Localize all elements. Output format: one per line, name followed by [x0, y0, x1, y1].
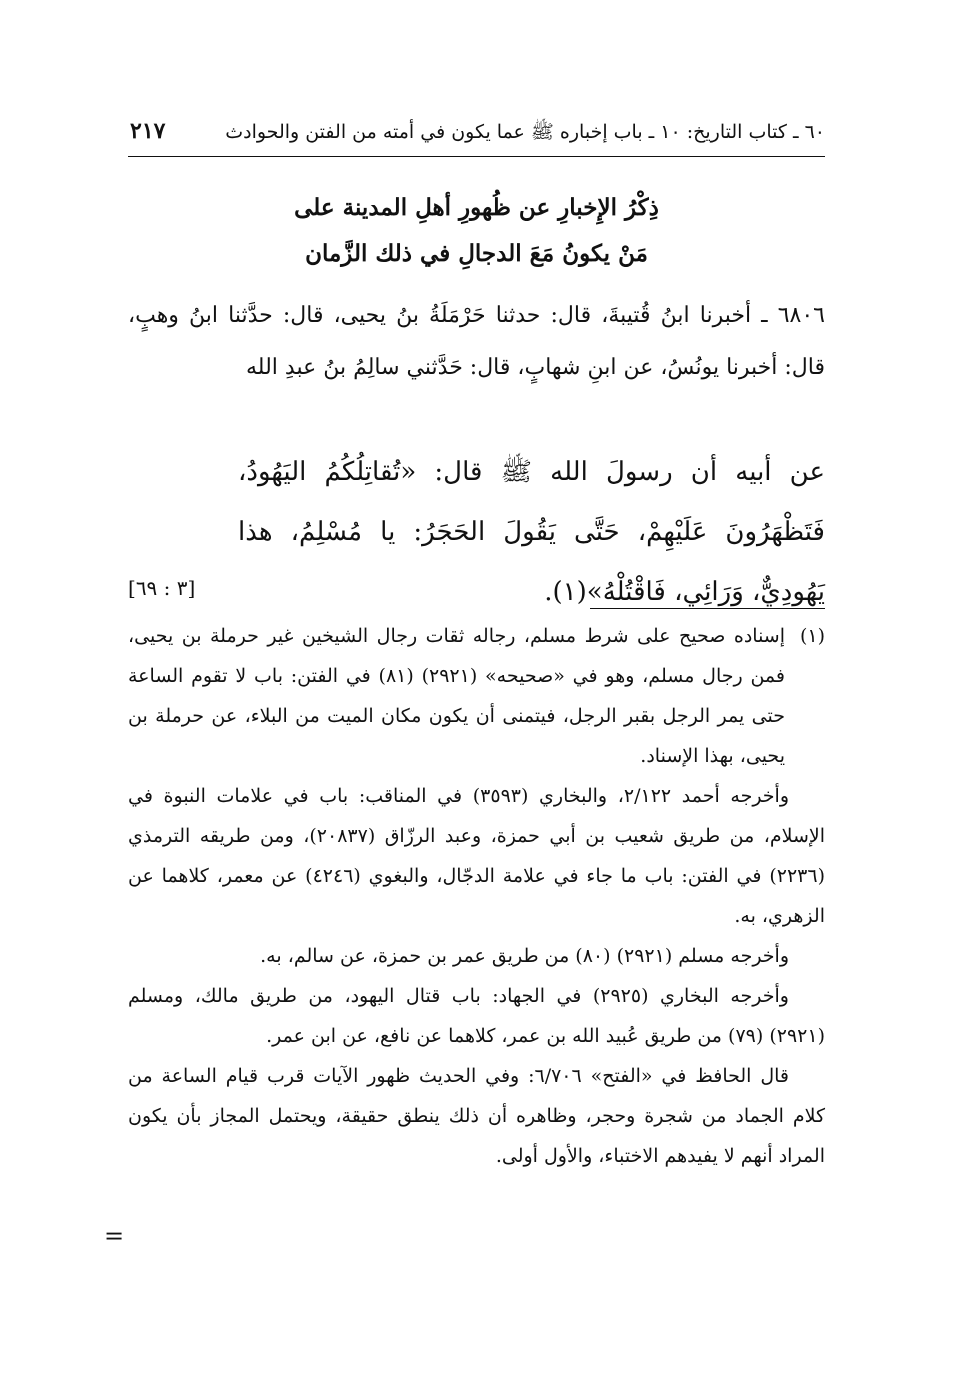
footnotes — [128, 616, 825, 1176]
hadith-matn: عن أبيه أن رسولَ الله ﷺ قال: «تُقاتِلُكُمُ اليَهُودُ، فَتَظْهَرُونَ عَلَيْهِمْ، حَتَّى يَقُولَ الحَجَرُ: يا مُسْلِمُ، هذا يَهُودِيٌّ، وَرَائِي، فَاقْتُلْهُ»(١). — [238, 457, 825, 607]
footnote-divider — [590, 608, 825, 609]
footnote-1 — [128, 616, 825, 776]
footnote-text: إسناده صحيح على شرط مسلم، رجاله ثقات رجال الشيخين غير حرملة بن يحيى، فمن رجال مسلم، وهو في «صحيحه» (٢٩٢١) (٨١) في الفتن: باب لا تقوم الساعة حتى يمر الرجل بقبر الرجل، فيتمنى أن يكون مكان الميت من البلاء، عن حرملة بن يحيى، بهذا الإسناد. — [128, 625, 785, 767]
running-head-title: ٦٠ ـ كتاب التاريخ: ١٠ ـ باب إخباره ﷺ عما يكون في أمته من الفتن والحوادث — [225, 121, 825, 143]
page-number: ٢١٧ — [130, 118, 166, 144]
hadith-reference: [٣ : ٦٩] — [128, 576, 196, 600]
hadith-isnad: ٦٨٠٦ ـ أخبرنا ابنُ قُتيبةَ، قال: حدثنا حَرْمَلَةُ بنُ يحيى، قال: حدَّثنا ابنُ وهبٍ، قال: أخبرنا يونُسُ، عن ابنِ شهابٍ، قال: حَدَّثني سالِمُ بنُ عبدِ الله — [128, 303, 825, 380]
chapter-heading-line-2: مَنْ يكونُ مَعَ الدجالِ في ذلك الزَّمان — [305, 240, 648, 267]
header-divider — [128, 156, 825, 157]
chapter-heading-line-1: ذِكْرُ الإِخبارِ عن ظُهورِ أهلِ المدينة على — [294, 194, 659, 221]
continuation-mark: = — [104, 1222, 125, 1250]
running-head — [128, 118, 825, 152]
footnote-paragraph-3: وأخرجه مسلم (٢٩٢١) (٨٠) من طريق عمر بن حمزة، عن سالم، به. — [260, 945, 789, 967]
footnote-paragraph-4: وأخرجه البخاري (٢٩٢٥) في الجهاد: باب قتال اليهود، من طريق مالك، ومسلم (٢٩٢١) (٧٩) من طريق عُبيد الله بن عمر، كلاهما عن نافع، عن ابن عمر. — [128, 985, 825, 1047]
chapter-heading — [128, 185, 825, 277]
footnote-paragraph-5: قال الحافظ في «الفتح» ٦/٧٠٦: وفي الحديث ظهور الآيات قرب قيام الساعة من كلام الجماد من شجرة وحجر، وظاهره أن ذلك ينطق حقيقة، ويحتمل المجاز بأن يكون المراد أنهم لا يفيدهم الاختباء، والأول أولى. — [128, 1065, 825, 1167]
hadith-matn-block — [128, 442, 825, 622]
footnote-paragraph-2: وأخرجه أحمد ٢/١٢٢، والبخاري (٣٥٩٣) في المناقب: باب في علامات النبوة في الإسلام، من طريق شعيب بن أبي حمزة، وعبد الرزّاق (٢٠٨٣٧)، ومن طريقه الترمذي (٢٢٣٦) في الفتن: باب ما جاء في علامة الدجّال، والبغوي (٤٢٤٦) عن معمر، كلاهما عن الزهري، به. — [128, 785, 826, 927]
footnote-marker: (١) — [799, 625, 825, 647]
